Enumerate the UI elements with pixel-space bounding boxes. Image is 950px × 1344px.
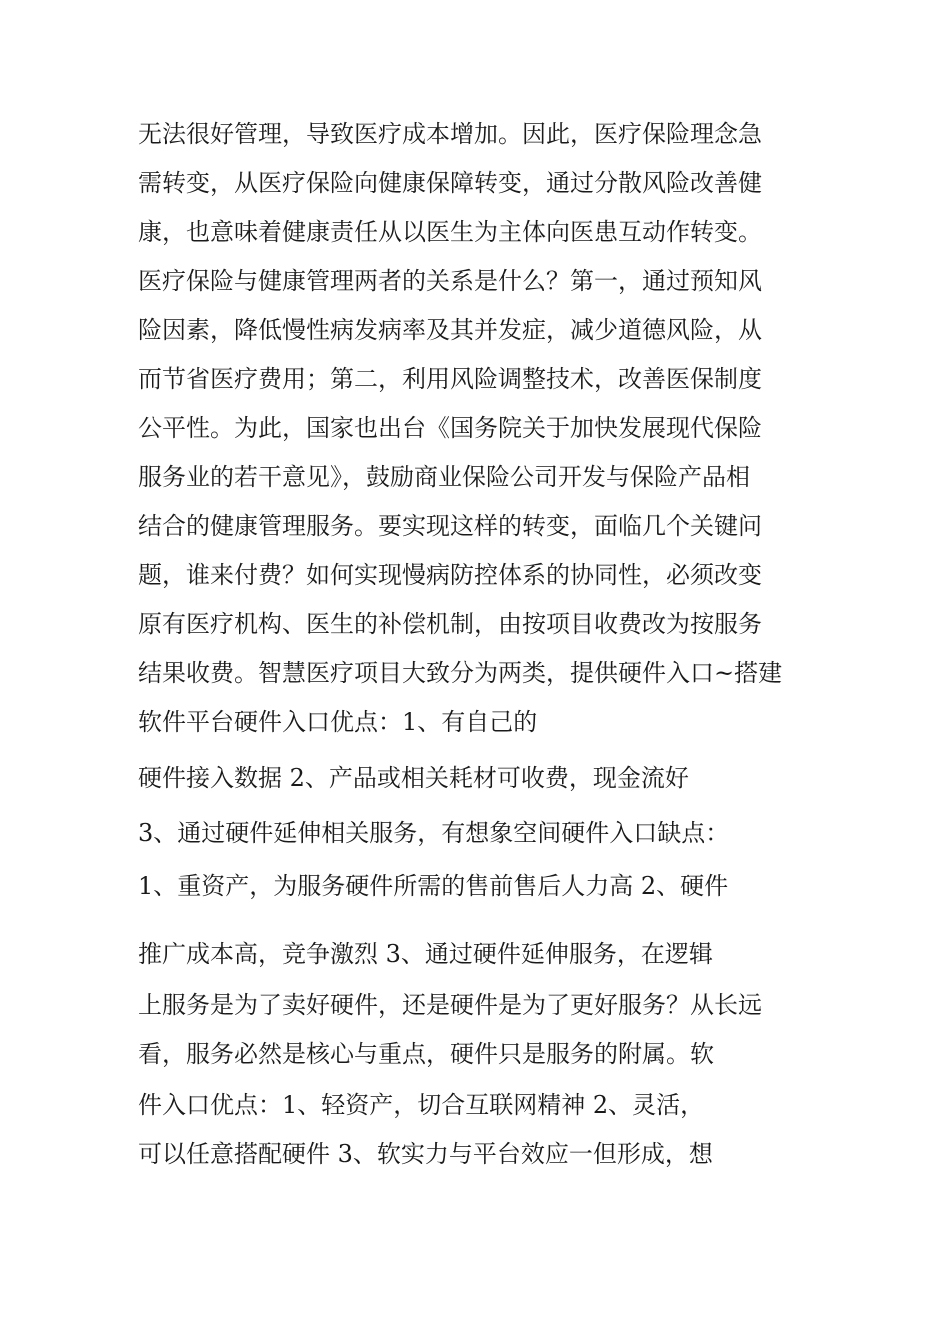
text-line: 题，谁来付费？如何实现慢病防控体系的协同性，必须改变 — [138, 561, 762, 589]
text-line: 结合的健康管理服务。要实现这样的转变，面临几个关键问 — [138, 512, 762, 540]
text-line: 险因素，降低慢性病发病率及其并发症，减少道德风险，从 — [138, 316, 762, 344]
text-line: 看，服务必然是核心与重点，硬件只是服务的附属。软 — [138, 1040, 714, 1068]
text-line: 软件平台硬件入口优点：1、有自己的 — [138, 708, 538, 736]
text-line: 3、通过硬件延伸相关服务，有想象空间硬件入口缺点： — [138, 819, 730, 847]
text-line: 结果收费。智慧医疗项目大致分为两类，提供硬件入口~搭建 — [138, 659, 783, 687]
text-line: 推广成本高，竞争激烈 3、通过硬件延伸服务，在逻辑 — [138, 940, 713, 968]
text-line: 硬件接入数据 2、产品或相关耗材可收费，现金流好 — [138, 764, 689, 792]
text-line: 康，也意味着健康责任从以医生为主体向医患互动作转变。 — [138, 218, 762, 246]
text-line: 上服务是为了卖好硬件，还是硬件是为了更好服务？从长远 — [138, 991, 762, 1019]
text-line: 服务业的若干意见》，鼓励商业保险公司开发与保险产品相 — [138, 463, 750, 491]
text-line: 需转变，从医疗保险向健康保障转变，通过分散风险改善健 — [138, 169, 762, 197]
text-line: 而节省医疗费用；第二，利用风险调整技术，改善医保制度 — [138, 365, 762, 393]
text-line: 件入口优点：1、轻资产，切合互联网精神 2、灵活， — [138, 1091, 705, 1119]
text-line: 医疗保险与健康管理两者的关系是什么？第一，通过预知风 — [138, 267, 762, 295]
text-line: 无法很好管理，导致医疗成本增加。因此，医疗保险理念急 — [138, 120, 762, 148]
text-line: 1、重资产，为服务硬件所需的售前售后人力高 2、硬件 — [138, 872, 729, 900]
text-line: 可以任意搭配硬件 3、软实力与平台效应一但形成，想 — [138, 1140, 713, 1168]
text-line: 公平性。为此，国家也出台《国务院关于加快发展现代保险 — [138, 414, 762, 442]
text-line: 原有医疗机构、医生的补偿机制，由按项目收费改为按服务 — [138, 610, 762, 638]
